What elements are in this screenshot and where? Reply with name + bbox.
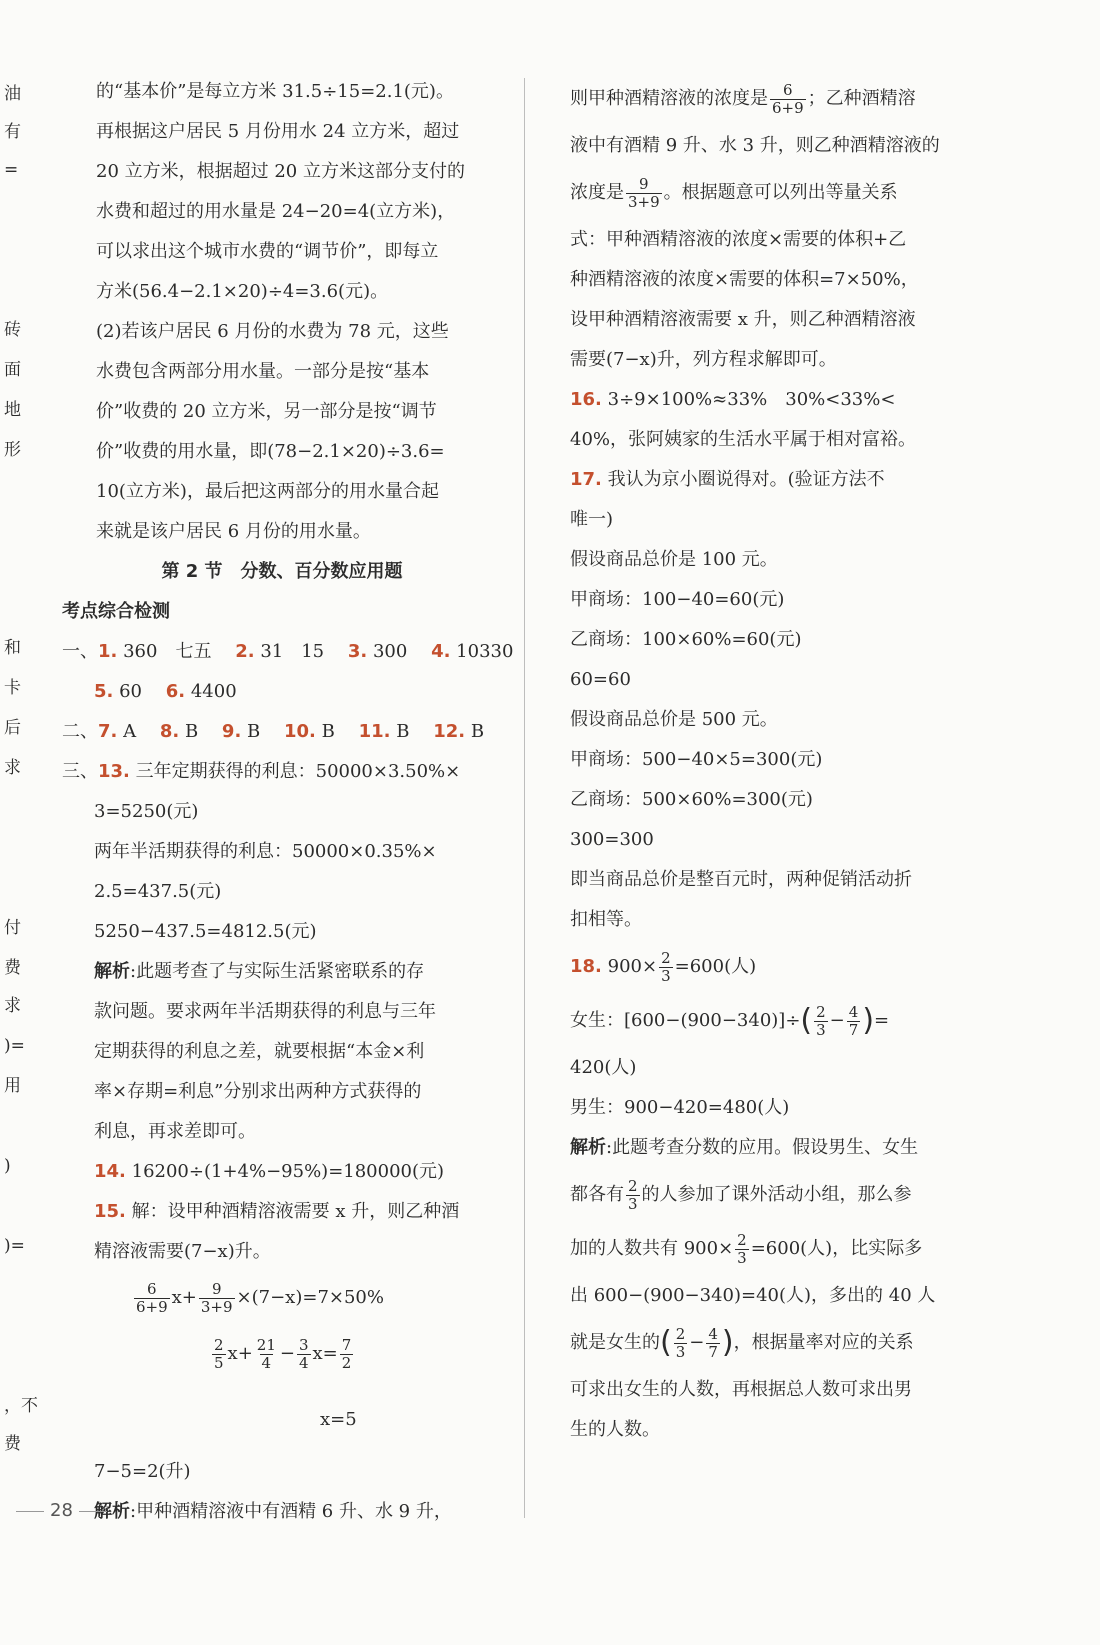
fragment-text: 有 [4, 122, 21, 142]
equation: $\frac{6}{6+9}$ x+ $\frac{9}{3+9}$ ×(7−x)=7×50% [136, 1279, 384, 1316]
page-number-text: 28 [50, 1500, 73, 1521]
answer-line [62, 1192, 502, 1232]
fragment-text: 求 [4, 996, 21, 1016]
equation-block [62, 1272, 502, 1452]
answer: B [247, 721, 261, 742]
text-line: 乙商场：100×60%=60(元) [570, 629, 802, 650]
answer: 300 [372, 641, 408, 662]
fraction: $\frac{21}{4}$ [256, 1335, 276, 1372]
text-line: 300=300 [570, 829, 654, 850]
fragment-text: 费 [4, 958, 21, 978]
fragment-text: ) [4, 1156, 11, 1176]
answer-text: 三年定期获得的利息：50000×3.50%× [135, 761, 461, 782]
question-number: 15. [94, 1201, 126, 1222]
answer-group-1 [62, 632, 514, 672]
text-line: 7−5=2(升) [94, 1461, 191, 1482]
subsection-heading: 考点综合检测 [62, 601, 170, 622]
fraction: $\frac{4}{7}$ [708, 1324, 718, 1361]
fragment-text: 求 [4, 758, 21, 778]
analysis-label: 解析 [570, 1137, 606, 1158]
question-number: 13. [98, 761, 130, 782]
fraction: $\frac{4}{7}$ [848, 1002, 859, 1039]
fragment-text: = [4, 160, 19, 180]
fragment-text: 形 [4, 440, 21, 460]
answer-text: 3÷9×100%≈33% 30%<33%< [607, 389, 896, 410]
text-line: 来就是该户居民 6 月份的用水量。 [96, 521, 371, 542]
text-line: 精溶液需要(7−x)升。 [94, 1241, 271, 1262]
group-label: 一、 [62, 641, 98, 662]
group-label: 三、 [62, 761, 98, 782]
text-line: 10(立方米)，最后把这两部分的用水量合起 [96, 481, 439, 502]
answer-text: 16200÷(1+4%−95%)=180000(元) [131, 1161, 445, 1182]
question-number: 2. [235, 641, 255, 662]
answer: 60 [119, 681, 143, 702]
left-column [62, 72, 514, 1532]
fragment-text: 后 [4, 718, 21, 738]
question-number: 9. [221, 721, 242, 742]
fragment-text: 面 [4, 360, 21, 380]
question-number: 11. [358, 721, 391, 742]
text-line: 式：甲种酒精溶液的浓度×需要的体积+乙 [570, 229, 907, 250]
fraction: $\frac{2}{5}$ [214, 1335, 224, 1372]
fraction: $\frac{2}{3}$ [661, 948, 671, 985]
answer: 4400 [190, 681, 237, 702]
analysis-line [62, 952, 502, 992]
text-line: 款问题。要求两年半活期获得的利息与三年 [94, 1001, 436, 1022]
text-line: 就是女生的( $\frac{2}{3}$ − $\frac{4}{7}$ )，根据量率对应的关系 [570, 1324, 914, 1361]
text-line: 都各有 $\frac{2}{3}$ 的人参加了课外活动小组，那么参 [570, 1176, 912, 1213]
answer: B [184, 721, 199, 742]
text-line: 两年半活期获得的利息：50000×0.35%× [94, 841, 437, 862]
equation: x=5 [320, 1409, 357, 1430]
text-line: 需要(7−x)升，列方程求解即可。 [570, 349, 837, 370]
text-line: 假设商品总价是 500 元。 [570, 709, 778, 730]
analysis-text: :此题考查分数的应用。假设男生、女生 [606, 1137, 919, 1158]
answer: B [470, 721, 485, 742]
fraction: $\frac{9}{3+9}$ [628, 174, 660, 211]
answer-text: 解：设甲种酒精溶液需要 x 升，则乙种酒 [131, 1201, 460, 1222]
analysis-text: :此题考查了与实际生活紧密联系的存 [130, 961, 425, 982]
answer-group-2 [62, 712, 502, 752]
text-line: (2)若该户居民 6 月份的水费为 78 元，这些 [96, 321, 449, 342]
text-line: 水费和超过的用水量是 24−20=4(立方米)， [96, 201, 456, 222]
text-line: 率×存期=利息”分别求出两种方式获得的 [94, 1081, 422, 1102]
answer: A [123, 721, 137, 742]
answer-line [62, 1152, 502, 1192]
question-number: 18. [570, 956, 602, 977]
text-line: 即当商品总价是整百元时，两种促销活动折 [570, 869, 912, 890]
text-line: 浓度是 $\frac{9}{3+9}$ 。根据题意可以列出等量关系 [570, 174, 898, 211]
text-line: 设甲种酒精溶液需要 x 升，则乙种酒精溶液 [570, 309, 916, 330]
text-line: 种酒精溶液的浓度×需要的体积=7×50%， [570, 269, 919, 290]
question-number: 12. [433, 721, 466, 742]
text-line: 420(人) [570, 1057, 637, 1078]
text-line: 可求出女生的人数，再根据总人数可求出男 [570, 1379, 912, 1400]
answer: B [321, 721, 335, 742]
analysis-label: 解析 [94, 1501, 130, 1522]
text-line: 唯一) [570, 509, 614, 530]
answer-group-3 [62, 752, 502, 792]
text-line: 甲商场：500−40×5=300(元) [570, 749, 823, 770]
fragment-text: )= [4, 1036, 25, 1056]
text-line: 40%，张阿姨家的生活水平属于相对富裕。 [570, 429, 917, 450]
answer-line [570, 460, 990, 500]
text-line: 甲商场：100−40=60(元) [570, 589, 785, 610]
answer: 10330 [456, 641, 514, 662]
question-number: 8. [159, 721, 180, 742]
question-number: 5. [94, 681, 114, 702]
text-line: 出 600−(900−340)=40(人)，多出的 40 人 [570, 1285, 936, 1306]
answer: 31 15 [260, 641, 325, 662]
fragment-text: 砖 [4, 320, 21, 340]
text-line: 假设商品总价是 100 元。 [570, 549, 778, 570]
question-number: 4. [431, 641, 451, 662]
fragment-text: 卡 [4, 678, 21, 698]
text-line: 乙商场：500×60%=300(元) [570, 789, 813, 810]
text-line: 生的人数。 [570, 1419, 660, 1440]
question-number: 10. [284, 721, 316, 742]
fraction: $\frac{6}{6+9}$ [772, 80, 804, 117]
text-line: 液中有酒精 9 升、水 3 升，则乙种酒精溶液的 [570, 135, 940, 156]
fraction: $\frac{2}{3}$ [816, 1002, 826, 1039]
text-line: 再根据这户居民 5 月份用水 24 立方米，超过 [96, 121, 460, 142]
previous-page-fragment [0, 60, 38, 1560]
fraction: $\frac{2}{3}$ [737, 1230, 747, 1267]
text-line: 3=5250(元) [94, 801, 199, 822]
text-line: 价”收费的用水量，即(78−2.1×20)÷3.6= [96, 441, 445, 462]
text-line: 利息，再求差即可。 [94, 1121, 256, 1142]
fragment-text: 和 [4, 638, 21, 658]
answer: 360 七五 [123, 641, 212, 662]
text-line: 价”收费的 20 立方米，另一部分是按“调节 [96, 401, 437, 422]
text-line: 女生：[600−(900−340)]÷( $\frac{2}{3}$ − $\frac{4}{7}$ )= [570, 1002, 890, 1039]
column-divider [524, 78, 525, 1518]
page-number [10, 1500, 113, 1521]
text-line: 扣相等。 [570, 909, 642, 930]
text-line: 5250−437.5=4812.5(元) [94, 921, 317, 942]
question-number: 3. [347, 641, 368, 662]
answer-line: 18. 900× $\frac{2}{3}$ =600(人) [570, 948, 757, 985]
answer-text: 我认为京小圈说得对。(验证方法不 [607, 469, 885, 490]
question-number: 16. [570, 389, 602, 410]
fragment-text: ，不 [4, 1396, 38, 1416]
analysis-line [570, 1128, 990, 1168]
answer: B [396, 721, 410, 742]
fragment-text: 付 [4, 918, 21, 938]
analysis-text: :甲种酒精溶液中有酒精 6 升、水 9 升， [130, 1501, 452, 1522]
analysis-label: 解析 [94, 961, 130, 982]
fraction: $\frac{2}{3}$ [675, 1324, 686, 1361]
text-line: 的“基本价”是每立方米 31.5÷15=2.1(元)。 [96, 81, 454, 102]
fraction: $\frac{2}{3}$ [628, 1176, 638, 1213]
fraction: $\frac{7}{2}$ [341, 1335, 352, 1372]
text-line: 水费包含两部分用水量。一部分是按“基本 [96, 361, 430, 382]
text-line: 60=60 [570, 669, 631, 690]
fragment-text: 地 [4, 400, 21, 420]
answer-line [570, 380, 990, 420]
text-line: 方米(56.4−2.1×20)÷4=3.6(元)。 [96, 281, 389, 302]
answer-group-1-cont [62, 672, 502, 712]
question-number: 1. [98, 641, 118, 662]
equation: $\frac{2}{5}$ x+ $\frac{21}{4}$ − $\frac{3}{4}$ x= $\frac{7}{2}$ [214, 1335, 352, 1372]
fragment-text: 用 [4, 1076, 21, 1096]
text-line: 定期获得的利息之差，就要根据“本金×利 [94, 1041, 425, 1062]
fragment-text: 油 [4, 84, 21, 104]
fragment-text: 费 [4, 1434, 21, 1454]
text-line: 20 立方米，根据超过 20 立方米这部分支付的 [96, 161, 465, 182]
fraction: $\frac{6}{6+9}$ [136, 1279, 168, 1316]
text-line: 加的人数共有 900× $\frac{2}{3}$ =600(人)，比实际多 [570, 1230, 923, 1267]
fraction: $\frac{3}{4}$ [298, 1335, 309, 1372]
fragment-text: )= [4, 1236, 25, 1256]
fraction: $\frac{9}{3+9}$ [200, 1279, 233, 1316]
right-column [570, 72, 990, 1450]
text-line: 2.5=437.5(元) [94, 881, 222, 902]
group-label: 二、 [62, 721, 98, 742]
text-line: 可以求出这个城市水费的“调节价”，即每立 [96, 241, 439, 262]
analysis-line [62, 1492, 502, 1532]
question-number: 7. [98, 721, 118, 742]
text-line: 则甲种酒精溶液的浓度是 $\frac{6}{6+9}$ ；乙种酒精溶 [570, 80, 916, 117]
question-number: 6. [165, 681, 186, 702]
section-heading: 第 2 节 分数、百分数应用题 [161, 561, 403, 582]
question-number: 14. [94, 1161, 126, 1182]
text-line: 男生：900−420=480(人) [570, 1097, 790, 1118]
question-number: 17. [570, 469, 602, 490]
